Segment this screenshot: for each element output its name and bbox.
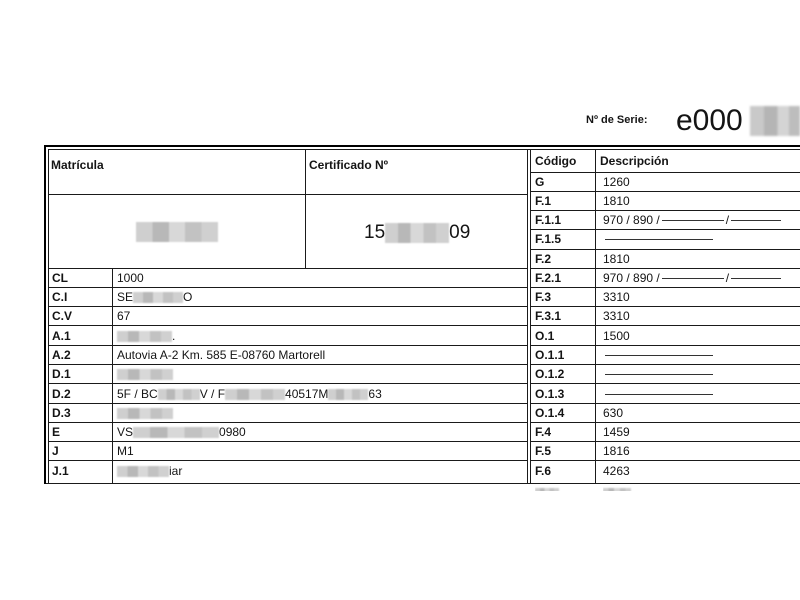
right-row-desc: 3310 — [603, 309, 630, 323]
desc-part: / — [725, 213, 730, 227]
cut-off-redaction — [603, 488, 631, 491]
right-row-code: F.2.1 — [535, 271, 562, 285]
left-row-code: E — [52, 425, 61, 439]
value-redaction — [225, 389, 285, 400]
left-row-value — [117, 366, 173, 382]
left-row-line-5 — [48, 364, 527, 365]
left-row-value: 1000 — [117, 271, 144, 285]
left-row-line-8 — [48, 422, 527, 423]
value-suffix: iar — [169, 464, 183, 478]
left-row-line-7 — [48, 403, 527, 404]
left-row-code: D.1 — [52, 367, 71, 381]
right-row-line-14 — [530, 441, 800, 442]
right-row-desc — [603, 366, 715, 382]
blank-line — [662, 220, 724, 221]
right-row-line-3 — [530, 229, 800, 230]
left-row-value — [117, 424, 246, 440]
value-prefix: VS — [117, 425, 134, 439]
right-row-code: F.1 — [535, 194, 552, 208]
value-suffix: . — [172, 329, 176, 343]
right-row-desc — [603, 212, 783, 228]
blank-line — [605, 394, 713, 395]
value-part: 40517M — [285, 387, 329, 401]
left-row-code: J.1 — [52, 464, 69, 478]
right-row-code: F.6 — [535, 464, 552, 478]
cut-off-row-fragment — [603, 483, 643, 491]
blank-line — [605, 374, 713, 375]
desc-part: 970 / 890 / — [603, 271, 660, 285]
right-row-desc: 1816 — [603, 444, 630, 458]
right-row-desc: 1810 — [603, 252, 630, 266]
right-row-desc: 1260 — [603, 175, 630, 189]
right-row-line-5 — [530, 268, 800, 269]
right-row-code: F.4 — [535, 425, 552, 439]
descripcion-label: Descripción — [600, 154, 669, 168]
right-row-code: F.1.1 — [535, 213, 562, 227]
value-redaction — [133, 292, 183, 303]
left-row-line-10 — [48, 460, 527, 461]
cut-off-row-fragment — [535, 483, 575, 491]
table-top-border — [44, 145, 800, 147]
right-row-code: F.3.1 — [535, 309, 562, 323]
value-redaction — [117, 369, 173, 380]
blank-line — [731, 220, 781, 221]
right-row-code: O.1 — [535, 329, 555, 343]
right-row-desc: 4263 — [603, 464, 630, 478]
right-row-code: O.1.3 — [535, 387, 565, 401]
blank-line — [662, 278, 724, 279]
left-row-code: J — [52, 444, 59, 458]
left-row-code: A.2 — [52, 348, 71, 362]
certificado-redaction — [385, 223, 449, 243]
codigo-label: Código — [535, 154, 577, 168]
left-row-code: D.2 — [52, 387, 71, 401]
left-row-value — [117, 463, 182, 479]
table-inner-left-border — [48, 149, 49, 484]
right-row-line-7 — [530, 306, 800, 307]
value-part: 5F / BC — [117, 387, 158, 401]
value-part: 63 — [368, 387, 382, 401]
value-suffix: 0980 — [219, 425, 246, 439]
certificado-prefix: 15 — [364, 222, 386, 243]
right-row-desc — [603, 270, 783, 286]
right-header-line — [530, 172, 800, 173]
left-rows-top — [48, 268, 527, 269]
left-row-value: M1 — [117, 444, 134, 458]
right-row-code: O.1.2 — [535, 367, 565, 381]
right-row-line-10 — [530, 364, 800, 365]
table-left-border — [44, 145, 46, 484]
left-row-line-1 — [48, 287, 527, 288]
desc-part: 970 / 890 / — [603, 213, 660, 227]
middle-divider-a — [527, 149, 528, 484]
right-row-code: O.1.1 — [535, 348, 565, 362]
matricula-value — [136, 222, 218, 242]
right-code-column-divider — [595, 149, 596, 484]
right-row-code: F.1.5 — [535, 232, 562, 246]
value-redaction — [133, 427, 219, 438]
certificado-suffix: 09 — [449, 222, 471, 243]
right-row-desc: 3310 — [603, 290, 630, 304]
value-prefix: SE — [117, 290, 134, 304]
value-redaction — [158, 389, 200, 400]
left-row-value: 67 — [117, 309, 131, 323]
left-code-column-divider — [112, 268, 113, 484]
right-row-code: O.1.4 — [535, 406, 565, 420]
right-row-line-15 — [530, 460, 800, 461]
left-row-value — [117, 289, 192, 305]
table-inner-top-border — [48, 149, 800, 150]
right-row-line-6 — [530, 287, 800, 288]
left-row-code: C.V — [52, 309, 73, 323]
right-row-code: F.3 — [535, 290, 552, 304]
table-bottom-border — [44, 483, 800, 484]
cut-off-redaction — [535, 488, 559, 491]
left-row-line-9 — [48, 441, 527, 442]
value-redaction — [117, 466, 169, 477]
matricula-label: Matrícula — [51, 158, 104, 172]
right-row-line-8 — [530, 325, 800, 326]
right-row-desc: 1810 — [603, 194, 630, 208]
header-row-divider-left — [48, 194, 527, 195]
right-row-line-2 — [530, 210, 800, 211]
right-row-line-9 — [530, 345, 800, 346]
blank-line — [731, 278, 781, 279]
left-row-line-4 — [48, 345, 527, 346]
value-redaction — [117, 408, 173, 419]
right-row-desc — [603, 231, 715, 247]
serial-number-value: e000 — [676, 104, 743, 137]
value-redaction — [117, 331, 172, 342]
matricula-redaction — [136, 222, 218, 242]
value-suffix: O — [183, 290, 193, 304]
serial-number-label: Nº de Serie: — [586, 114, 648, 126]
right-row-line-1 — [530, 191, 800, 192]
left-row-value — [117, 328, 175, 344]
left-row-value: Autovia A-2 Km. 585 E-08760 Martorell — [117, 348, 326, 362]
right-row-line-13 — [530, 422, 800, 423]
certificado-value — [364, 222, 470, 244]
left-row-line-6 — [48, 383, 527, 384]
desc-part: / — [725, 271, 730, 285]
value-part: V / F — [199, 387, 226, 401]
middle-divider-b — [530, 149, 531, 484]
blank-line — [605, 239, 713, 240]
right-row-line-11 — [530, 383, 800, 384]
right-row-desc: 630 — [603, 406, 624, 420]
left-row-code: CL — [52, 271, 68, 285]
value-redaction — [328, 389, 368, 400]
right-row-desc — [603, 347, 715, 363]
right-row-code: F.2 — [535, 252, 552, 266]
right-row-code: F.5 — [535, 444, 552, 458]
left-row-code: C.I — [52, 290, 68, 304]
certificado-label: Certificado Nº — [309, 158, 389, 172]
left-row-line-3 — [48, 325, 527, 326]
blank-line — [605, 355, 713, 356]
right-row-desc — [603, 386, 715, 402]
left-row-line-2 — [48, 306, 527, 307]
left-row-code: A.1 — [52, 329, 71, 343]
matricula-certificado-divider — [305, 149, 306, 268]
right-row-code: G — [535, 175, 545, 189]
right-row-line-12 — [530, 403, 800, 404]
right-row-line-4 — [530, 249, 800, 250]
left-row-code: D.3 — [52, 406, 71, 420]
serial-number-redaction — [750, 106, 800, 136]
right-row-desc: 1500 — [603, 329, 630, 343]
left-row-value — [117, 405, 173, 421]
right-row-desc: 1459 — [603, 425, 630, 439]
left-row-value — [117, 386, 382, 402]
